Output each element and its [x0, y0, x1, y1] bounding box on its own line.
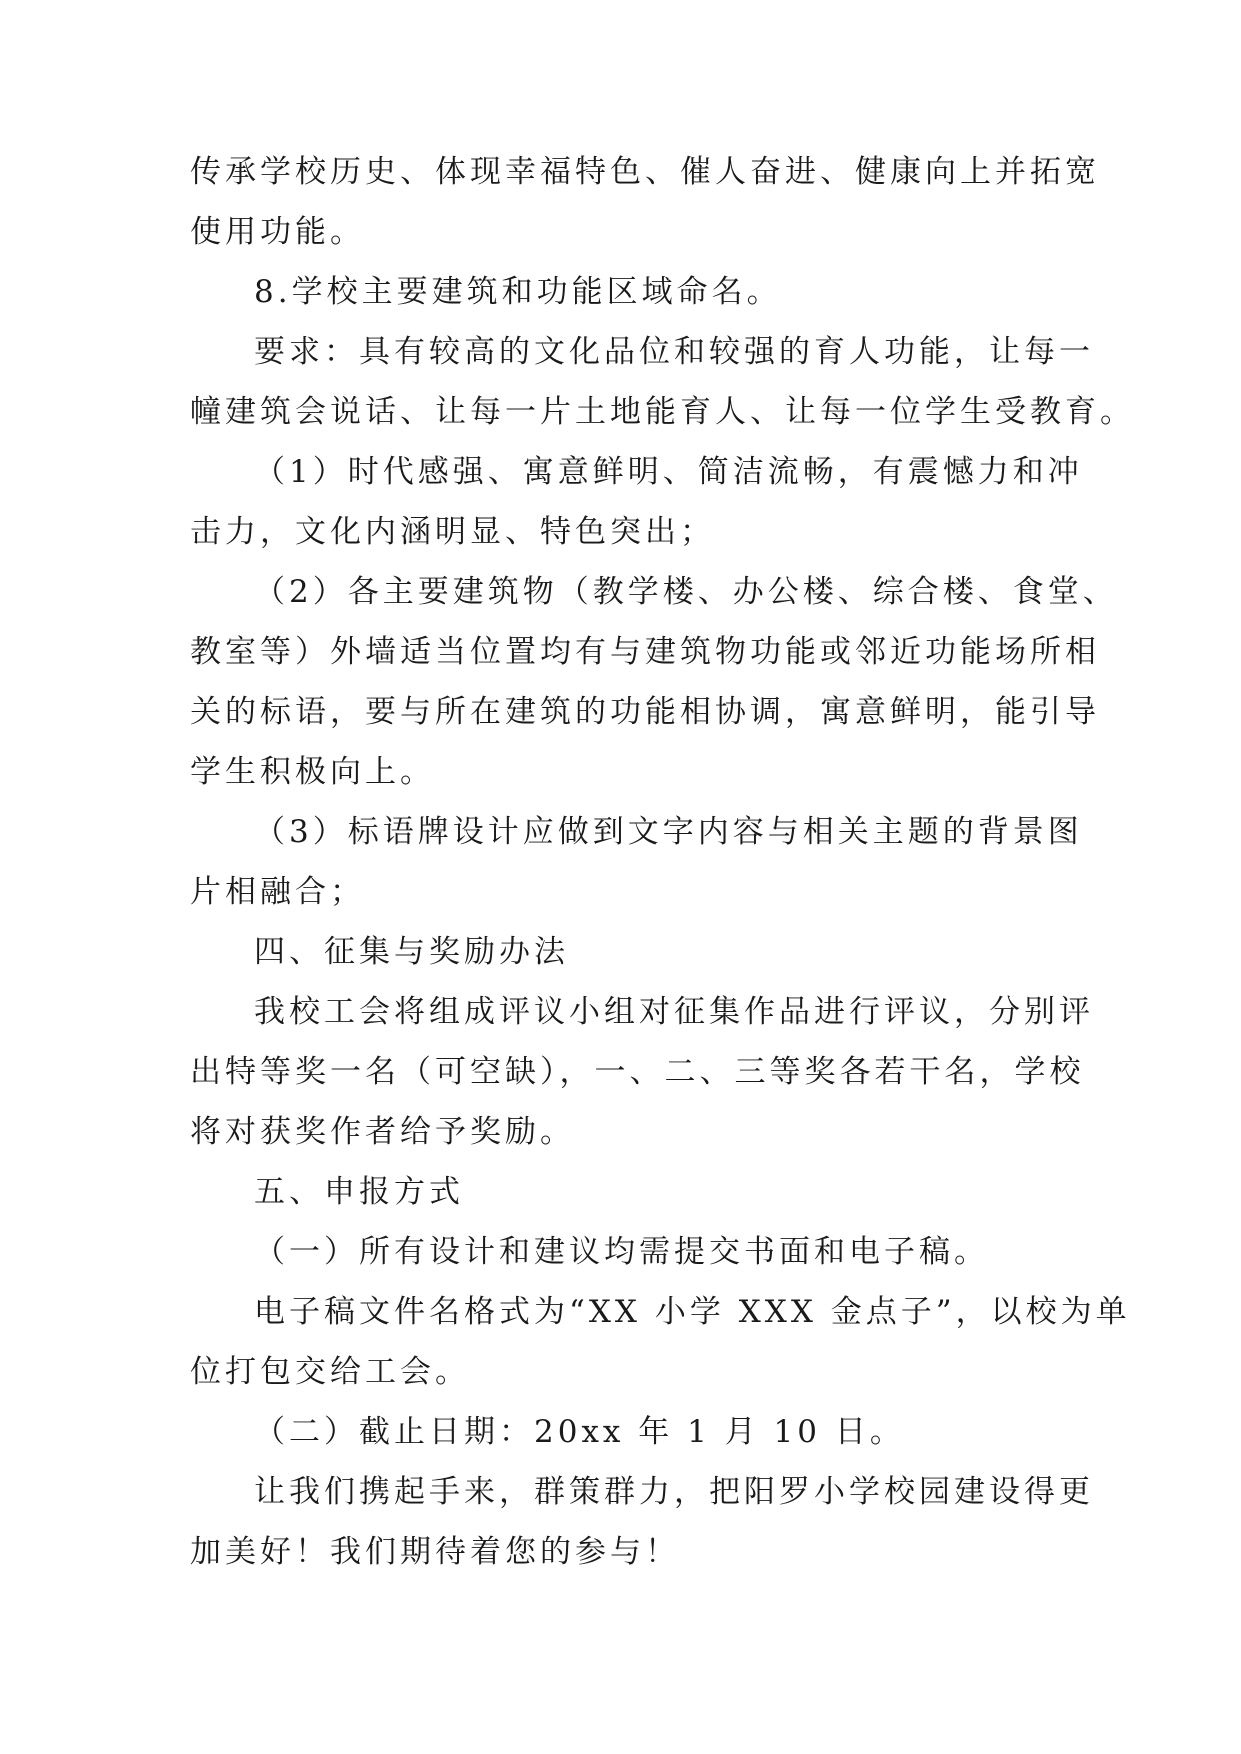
- text-line: （3）标语牌设计应做到文字内容与相关主题的背景图: [254, 814, 1083, 850]
- text-line: （1）时代感强、寓意鲜明、简洁流畅，有震憾力和冲: [254, 454, 1083, 490]
- text-line: 加美好！我们期待着您的参与！: [190, 1534, 680, 1570]
- text-line: 要求：具有较高的文化品位和较强的育人功能，让每一: [254, 334, 1094, 370]
- text-line: 让我们携起手来，群策群力，把阳罗小学校园建设得更: [254, 1474, 1094, 1510]
- text-line: 出特等奖一名（可空缺），一、二、三等奖各若干名，学校: [190, 1054, 1085, 1090]
- text-line: 我校工会将组成评议小组对征集作品进行评议，分别评: [254, 994, 1094, 1030]
- text-line: （一）所有设计和建议均需提交书面和电子稿。: [254, 1234, 989, 1270]
- text-line: 学生积极向上。: [190, 754, 435, 790]
- text-line: 教室等）外墙适当位置均有与建筑物功能或邻近功能场所相: [190, 634, 1100, 670]
- text-line: 片相融合；: [190, 874, 365, 910]
- text-line: 幢建筑会说话、让每一片土地能育人、让每一位学生受教育。: [190, 394, 1135, 430]
- text-line: 将对获奖作者给予奖励。: [190, 1114, 575, 1150]
- text-line: 击力，文化内涵明显、特色突出；: [190, 514, 715, 550]
- text-line: 使用功能。: [190, 214, 365, 250]
- text-line: 关的标语，要与所在建筑的功能相协调，寓意鲜明，能引导: [190, 694, 1100, 730]
- text-line: 传承学校历史、体现幸福特色、催人奋进、健康向上并拓宽: [190, 154, 1100, 190]
- section-heading: 四、征集与奖励办法: [254, 934, 569, 970]
- text-line: （二）截止日期：20xx 年 1 月 10 日。: [254, 1414, 905, 1450]
- section-heading: 8.学校主要建筑和功能区域命名。: [254, 274, 782, 310]
- text-line: 位打包交给工会。: [190, 1354, 470, 1390]
- text-line: （2）各主要建筑物（教学楼、办公楼、综合楼、食堂、: [254, 574, 1118, 610]
- text-line: 电子稿文件名格式为“XX 小学 XXX 金点子”，以校为单: [254, 1294, 1131, 1330]
- section-heading: 五、申报方式: [254, 1174, 464, 1210]
